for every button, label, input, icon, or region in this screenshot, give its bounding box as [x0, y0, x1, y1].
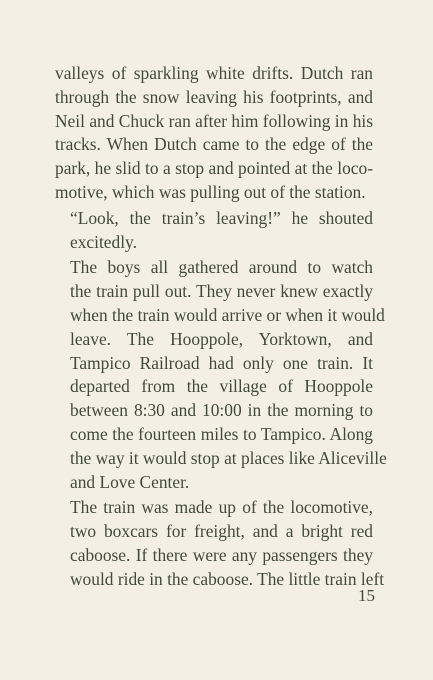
text-line: come the fourteen miles to Tampico. Along	[70, 423, 373, 444]
text-line: motive, which was pulling out of the station.	[55, 181, 366, 202]
paragraph	[55, 256, 387, 494]
text-line: “Look, the train’s leaving!” he shouted	[70, 207, 373, 228]
text-line: the way it would stop at places like Aliceville	[70, 447, 387, 468]
text-line: two boxcars for freight, and a bright red	[70, 521, 373, 542]
paragraph	[55, 62, 373, 205]
text-line: The train was made up of the locomotive,	[70, 497, 373, 518]
text-line: Neil and Chuck ran after him following in his	[55, 110, 373, 131]
text-line: excitedly.	[70, 231, 137, 252]
text-line: when the train would arrive or when it would	[70, 304, 385, 325]
text-line: valleys of sparkling white drifts. Dutch ran	[55, 63, 373, 83]
text-line: departed from the village of Hooppole	[70, 376, 373, 397]
paragraph	[55, 207, 373, 255]
body-text	[55, 62, 387, 594]
text-line: The boys all gathered around to watch	[70, 257, 373, 278]
text-line: the train pull out. They never knew exactly	[70, 281, 373, 302]
paragraph	[55, 496, 385, 591]
text-line: caboose. If there were any passengers they	[70, 544, 373, 565]
text-line: would ride in the caboose. The little train left	[70, 568, 385, 589]
text-line: leave. The Hooppole, Yorktown, and	[70, 328, 373, 349]
text-line: between 8:30 and 10:00 in the morning to	[70, 400, 373, 421]
text-line: tracks. When Dutch came to the edge of the	[55, 134, 373, 155]
page-number: 15	[358, 586, 375, 605]
text-line: and Love Center.	[70, 471, 190, 492]
text-line: park, he slid to a stop and pointed at the loco-	[55, 158, 373, 179]
text-line: Tampico Railroad had only one train. It	[70, 352, 373, 373]
text-line: through the snow leaving his footprints, and	[55, 86, 373, 107]
